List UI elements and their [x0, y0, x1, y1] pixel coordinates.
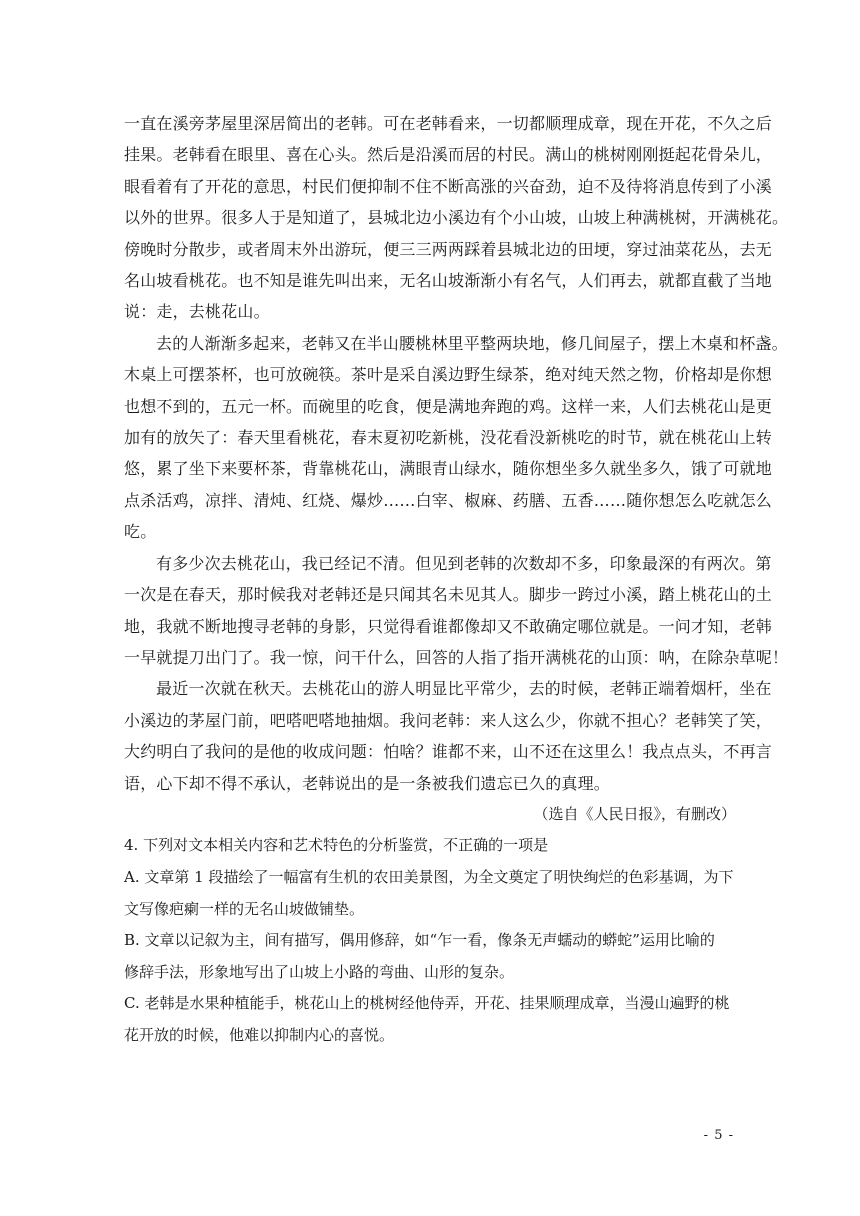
passage [124, 108, 789, 830]
paragraph-1 [124, 108, 789, 328]
source-citation: （选自《人民日报》，有删改） [533, 804, 736, 823]
option-c [124, 988, 744, 1051]
option-b [124, 925, 744, 988]
text-line: 也想不到的，五元一杯。而碗里的吃食，便是满地奔跑的鸡。这样一来，人们去桃花山是更 [124, 396, 773, 416]
paragraph-2 [124, 328, 788, 548]
text-line: 点杀活鸡，凉拌、清炖、红烧、爆炒……白宰、椒麻、药膳、五香……随你想怎么吃就怎么 [124, 490, 773, 510]
text-line: 加有的放矢了：春天里看桃花，春末夏初吃新桃，没花看没新桃吃的时节，就在桃花山上转 [124, 428, 773, 448]
text-line: 以外的世界。很多人于是知道了，县城北边小溪边有个小山坡，山坡上种满桃树，开满桃花。 [124, 208, 789, 228]
text-line: 木桌上可摆茶杯，也可放碗筷。茶叶是采自溪边野生绿茶，绝对纯天然之物，价格却是你想 [124, 365, 773, 385]
document-page [124, 108, 789, 1052]
text-line: 语，心下却不得不承认，老韩说出的是一条被我们遗忘已久的真理。 [124, 773, 611, 793]
text-line: 傍晚时分散步，或者周末外出游玩，便三三两两踩着县城北边的田埂，穿过油菜花丛，去无 [124, 239, 773, 259]
text-line: 一直在溪旁茅屋里深居简出的老韩。可在老韩看来，一切都顺理成章，现在开花，不久之后 [124, 114, 773, 133]
question-stem [124, 830, 744, 862]
text-line: 去的人渐渐多起来，老韩又在半山腰桃林里平整两块地，修几间屋子，摆上木桌和杯盏。 [156, 333, 788, 353]
text-line: 最近一次就在秋天。去桃花山的游人明显比平常少，去的时候，老韩正端着烟杆，坐在 [156, 679, 772, 699]
text-line: 文写像疤瘌一样的无名山坡做铺垫。 [124, 899, 365, 918]
text-line: 挂果。老韩看在眼里、喜在心头。然后是沿溪而居的村民。满山的桃树刚刚挺起花骨朵儿， [124, 145, 773, 165]
text-line: 有多少次去桃花山，我已经记不清。但见到老韩的次数却不多，印象最深的有两次。第 [156, 553, 772, 573]
text-line: 小溪边的茅屋门前，吧嗒吧嗒地抽烟。我问老韩：来人这么少，你就不担心？老韩笑了笑， [124, 710, 773, 730]
text-line: 悠，累了坐下来要杯茶，背靠桃花山，满眼青山绿水，随你想坐多久就坐多久，饿了可就地 [124, 459, 773, 479]
page-number: - 5 - [703, 1128, 734, 1143]
paragraph-4 [124, 673, 773, 799]
text-line: 名山坡看桃花。也不知是谁先叫出来，无名山坡渐渐小有名气，人们再去，就都直截了当地 [124, 271, 773, 291]
text-line: 说：走，去桃花山。 [124, 302, 270, 322]
text-line: B. 文章以记叙为主，间有描写，偶用修辞，如“乍一看，像条无声蠕动的蟒蛇”运用比喻的 [124, 931, 715, 950]
text-line: 花开放的时候，他难以抑制内心的喜悦。 [124, 1025, 395, 1044]
text-line: 吃。 [124, 522, 157, 542]
text-line: 大约明白了我问的是他的收成问题：怕啥？谁都不来，山不还在这里么！我点点头，不再言 [124, 742, 773, 762]
option-a [124, 862, 744, 925]
paragraph-3 [124, 548, 789, 674]
text-line: 地，我就不断地搜寻老韩的身影，只觉得看谁都像却又不敢确定哪位就是。一问才知，老韩 [124, 616, 773, 636]
question-block [124, 830, 744, 1051]
text-line: 一早就提刀出门了。我一惊，问干什么，回答的人指了指开满桃花的山顶：呐，在除杂草呢！ [124, 647, 789, 667]
text-line: C. 老韩是水果种植能手，桃花山上的桃树经他侍弄，开花、挂果顺理成章，当漫山遍野的桃 [124, 994, 730, 1013]
text-line: 4. 下列对文本相关内容和艺术特色的分析鉴赏，不正确的一项是 [124, 836, 549, 855]
text-line: A. 文章第 1 段描绘了一幅富有生机的农田美景图，为全文奠定了明快绚烂的色彩基调，为下 [124, 867, 734, 886]
text-line: 一次是在春天，那时候我对老韩还是只闻其名未见其人。脚步一跨过小溪，踏上桃花山的土 [124, 585, 773, 605]
text-line: 修辞手法，形象地写出了山坡上小路的弯曲、山形的复杂。 [124, 962, 515, 981]
text-line: 眼看着有了开花的意思，村民们便抑制不住不断高涨的兴奋劲，迫不及待将消息传到了小溪 [124, 176, 773, 196]
